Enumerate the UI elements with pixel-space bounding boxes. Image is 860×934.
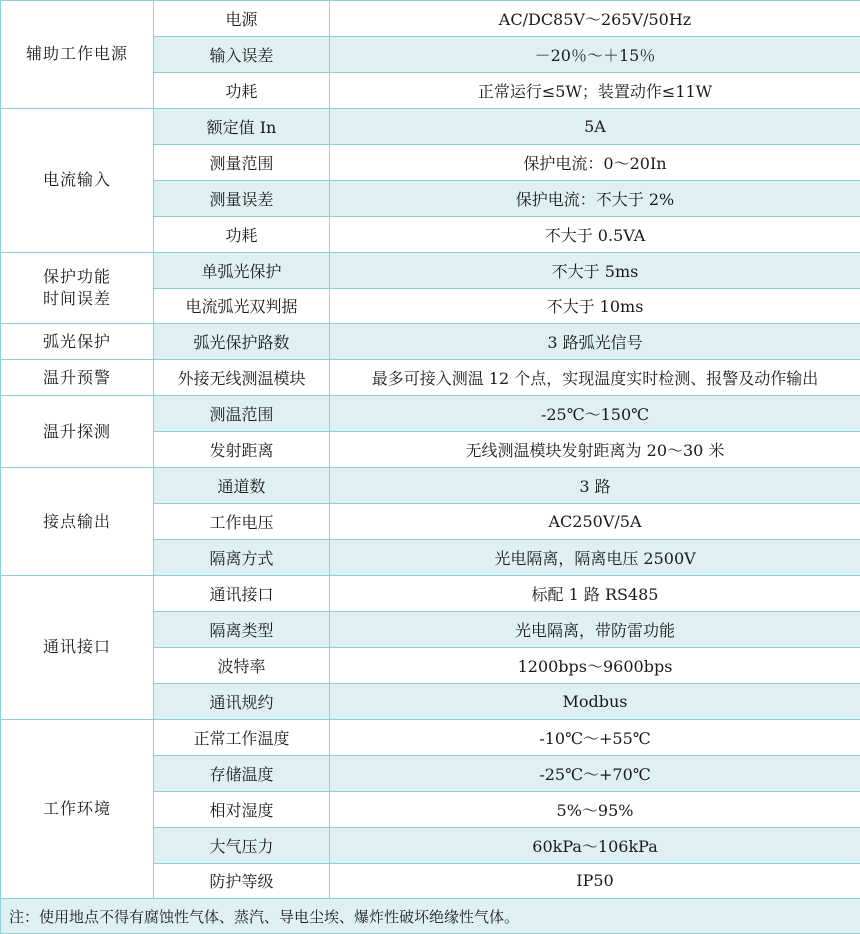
value-cell: 5%～95% (330, 791, 860, 827)
value-cell: -25℃～+70℃ (330, 755, 860, 791)
value-cell: 保护电流：0～20In (330, 144, 860, 180)
parameter-cell: 测温范围 (154, 396, 330, 432)
table-row (1, 719, 860, 755)
parameter-cell: 发射距离 (154, 432, 330, 468)
parameter-cell: 额定值 In (154, 108, 330, 144)
category-cell (1, 719, 154, 899)
parameter-cell: 波特率 (154, 647, 330, 683)
parameter-cell: 通讯接口 (154, 576, 330, 612)
value-cell: －20％～＋15％ (330, 36, 860, 72)
value-cell: 不大于 5ms (330, 252, 860, 288)
category-label: 接点输出 (42, 511, 111, 531)
parameter-cell: 电流弧光双判据 (154, 288, 330, 324)
value-cell: 3 路弧光信号 (330, 324, 860, 360)
value-cell: 60kPa～106kPa (330, 827, 860, 863)
parameter-cell: 弧光保护路数 (154, 324, 330, 360)
category-label: 电流输入 (42, 170, 111, 190)
parameter-cell: 通道数 (154, 468, 330, 504)
category-label: 温升探测 (42, 421, 111, 441)
value-cell: Modbus (330, 683, 860, 719)
value-cell: -25℃～150℃ (330, 396, 860, 432)
category-cell (1, 360, 154, 396)
table-row (1, 360, 860, 396)
category-label: 工作环境 (42, 799, 111, 819)
category-cell (1, 396, 154, 468)
category-label: 弧光保护 (42, 331, 111, 351)
value-cell: 正常运行≤5W；装置动作≤11W (330, 72, 860, 108)
table-row (1, 396, 860, 432)
parameter-cell: 正常工作温度 (154, 719, 330, 755)
value-cell: 光电隔离，隔离电压 2500V (330, 540, 860, 576)
parameter-cell: 防护等级 (154, 863, 330, 899)
parameter-cell: 大气压力 (154, 827, 330, 863)
value-cell: AC250V/5A (330, 504, 860, 540)
value-cell: 无线测温模块发射距离为 20～30 米 (330, 432, 860, 468)
value-cell: 3 路 (330, 468, 860, 504)
category-cell (1, 324, 154, 360)
value-cell: 不大于 0.5VA (330, 216, 860, 252)
parameter-cell: 输入误差 (154, 36, 330, 72)
value-cell: -10℃～+55℃ (330, 719, 860, 755)
parameter-cell: 测量范围 (154, 144, 330, 180)
parameter-cell: 电源 (154, 1, 330, 37)
category-label: 保护功能 (42, 267, 111, 286)
table-row (1, 108, 860, 144)
value-cell: IP50 (330, 863, 860, 899)
parameter-cell: 外接无线测温模块 (154, 360, 330, 396)
value-cell: 不大于 10ms (330, 288, 860, 324)
category-cell (1, 1, 154, 109)
note-text: 注：使用地点不得有腐蚀性气体、蒸汽、导电尘埃、爆炸性破坏绝缘性气体。 (1, 899, 860, 934)
note-row (1, 899, 860, 934)
table-row (1, 324, 860, 360)
parameter-cell: 功耗 (154, 72, 330, 108)
table-row (1, 252, 860, 288)
value-cell: 最多可接入测温 12 个点，实现温度实时检测、报警及动作输出 (330, 360, 860, 396)
table-row (1, 1, 860, 37)
category-label: 时间误差 (42, 289, 111, 308)
category-cell (1, 252, 154, 324)
table-row (1, 468, 860, 504)
value-cell: 标配 1 路 RS485 (330, 576, 860, 612)
category-cell (1, 108, 154, 252)
table-row (1, 576, 860, 612)
parameter-cell: 测量误差 (154, 180, 330, 216)
parameter-cell: 存储温度 (154, 755, 330, 791)
value-cell: 1200bps～9600bps (330, 647, 860, 683)
parameter-cell: 单弧光保护 (154, 252, 330, 288)
value-cell: 光电隔离，带防雷功能 (330, 611, 860, 647)
parameter-cell: 功耗 (154, 216, 330, 252)
value-cell: AC/DC85V～265V/50Hz (330, 1, 860, 37)
category-label: 辅助工作电源 (25, 44, 128, 64)
category-label: 温升预警 (42, 367, 111, 387)
spec-table-body (1, 1, 860, 934)
parameter-cell: 通讯规约 (154, 683, 330, 719)
parameter-cell: 工作电压 (154, 504, 330, 540)
category-label: 通讯接口 (42, 637, 111, 657)
parameter-cell: 隔离方式 (154, 540, 330, 576)
value-cell: 5A (330, 108, 860, 144)
value-cell: 保护电流：不大于 2% (330, 180, 860, 216)
parameter-cell: 相对湿度 (154, 791, 330, 827)
category-cell (1, 468, 154, 576)
parameter-cell: 隔离类型 (154, 611, 330, 647)
category-cell (1, 576, 154, 720)
